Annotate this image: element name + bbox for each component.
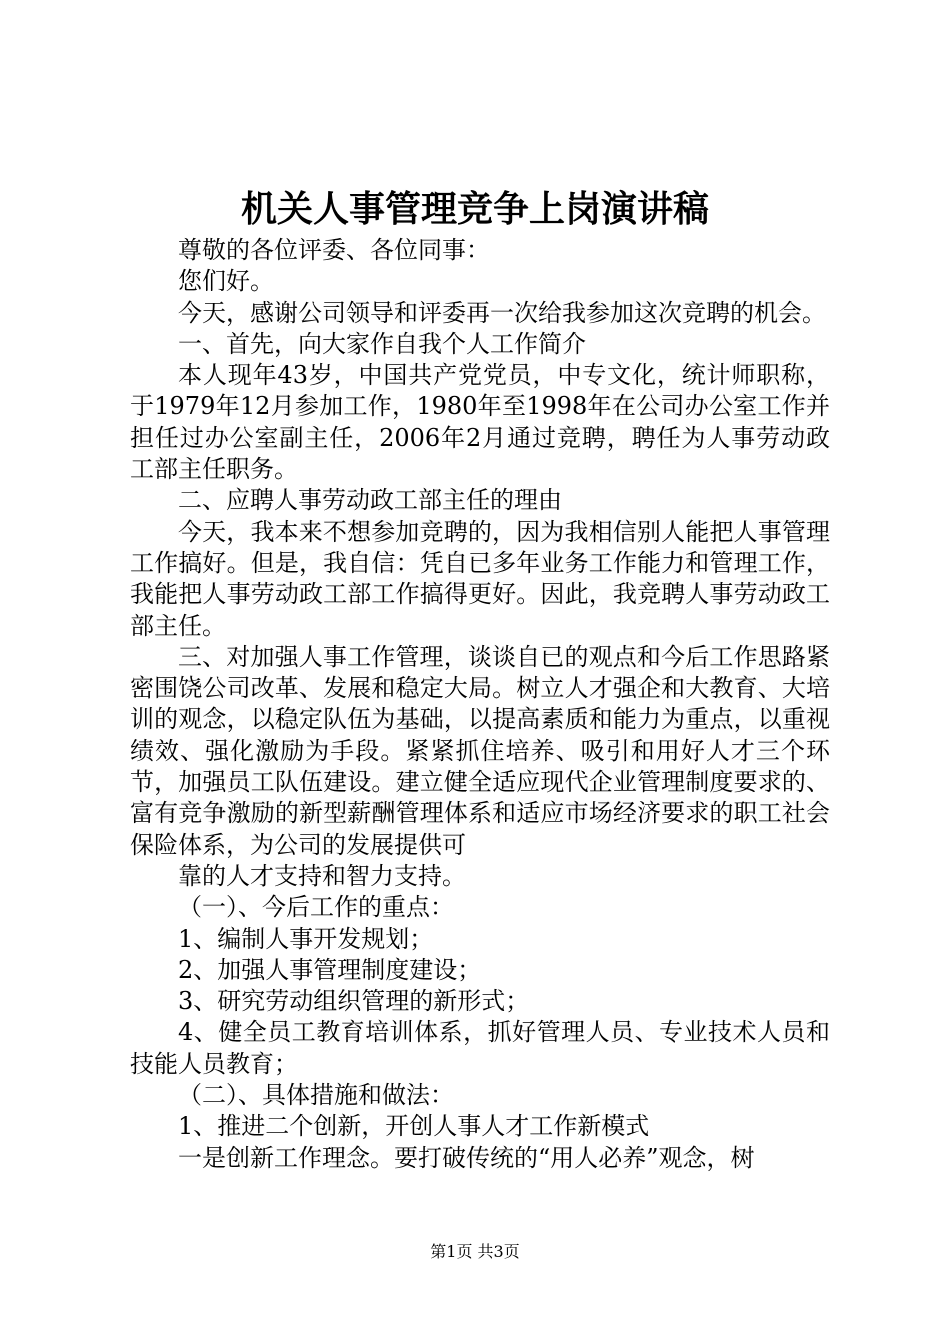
paragraph: 三、对加强人事工作管理，谈谈自已的观点和今后工作思路紧密围饶公司改革、发展和稳定大局。树立人才强企和大教育、大培训的观念，以稳定队伍为基础，以提高素质和能力为重点，以重视绩效、强化激励为手段。紧紧抓住培养、吸引和用好人才三个环节，加强员工队伍建设。建立健全适应现代企业管理制度要求的、富有竞争激励的新型薪酬管理体系和适应市场经济要求的职工社会保险体系，为公司的发展提供可 <box>130 642 830 859</box>
paragraph: 尊敬的各位评委、各位同事： <box>178 236 490 264</box>
paragraph: 二、应聘人事劳动政工部主任的理由 <box>178 486 562 515</box>
paragraph: （二）、具体措施和做法： <box>178 1081 454 1110</box>
paragraph: 1、编制人事开发规划； <box>178 924 434 953</box>
paragraph: 1、推进二个创新，开创人事人才工作新模式 <box>178 1112 650 1141</box>
document-body <box>130 235 830 1174</box>
paragraph: 一是创新工作理念。要打破传统的“用人必养”观念，树 <box>178 1143 755 1172</box>
paragraph: 2、加强人事管理制度建设； <box>178 955 482 984</box>
paragraph: 3、研究劳动组织管理的新形式； <box>178 987 530 1016</box>
document-title: 机关人事管理竞争上岗演讲稿 <box>240 188 709 230</box>
paragraph: 靠的人才支持和智力支持。 <box>178 861 466 890</box>
paragraph: 今天，感谢公司领导和评委再一次给我参加这次竞聘的机会。 <box>178 298 826 327</box>
paragraph: 本人现年43岁，中国共产党党员，中专文化，统计师职称，于1979年12月参加工作，1980年至1998年在公司办公室工作并担任过办公室副主任，2006年2月通过竞聘，聘任为人事劳动政工部主任职务。 <box>130 361 830 484</box>
paragraph: （一）、今后工作的重点： <box>178 893 454 922</box>
page-footer: 第1页 共3页 <box>430 1242 520 1261</box>
paragraph: 一、首先，向大家作自我个人工作简介 <box>178 329 586 358</box>
paragraph: 您们好。 <box>178 267 274 296</box>
paragraph: 今天，我本来不想参加竞聘的，因为我相信别人能把人事管理工作搞好。但是，我自信：凭自已多年业务工作能力和管理工作，我能把人事劳动政工部工作搞得更好。因此，我竞聘人事劳动政工部主任。 <box>130 517 830 640</box>
paragraph: 4、健全员工教育培训体系，抓好管理人员、专业技术人员和技能人员教育； <box>130 1018 830 1078</box>
